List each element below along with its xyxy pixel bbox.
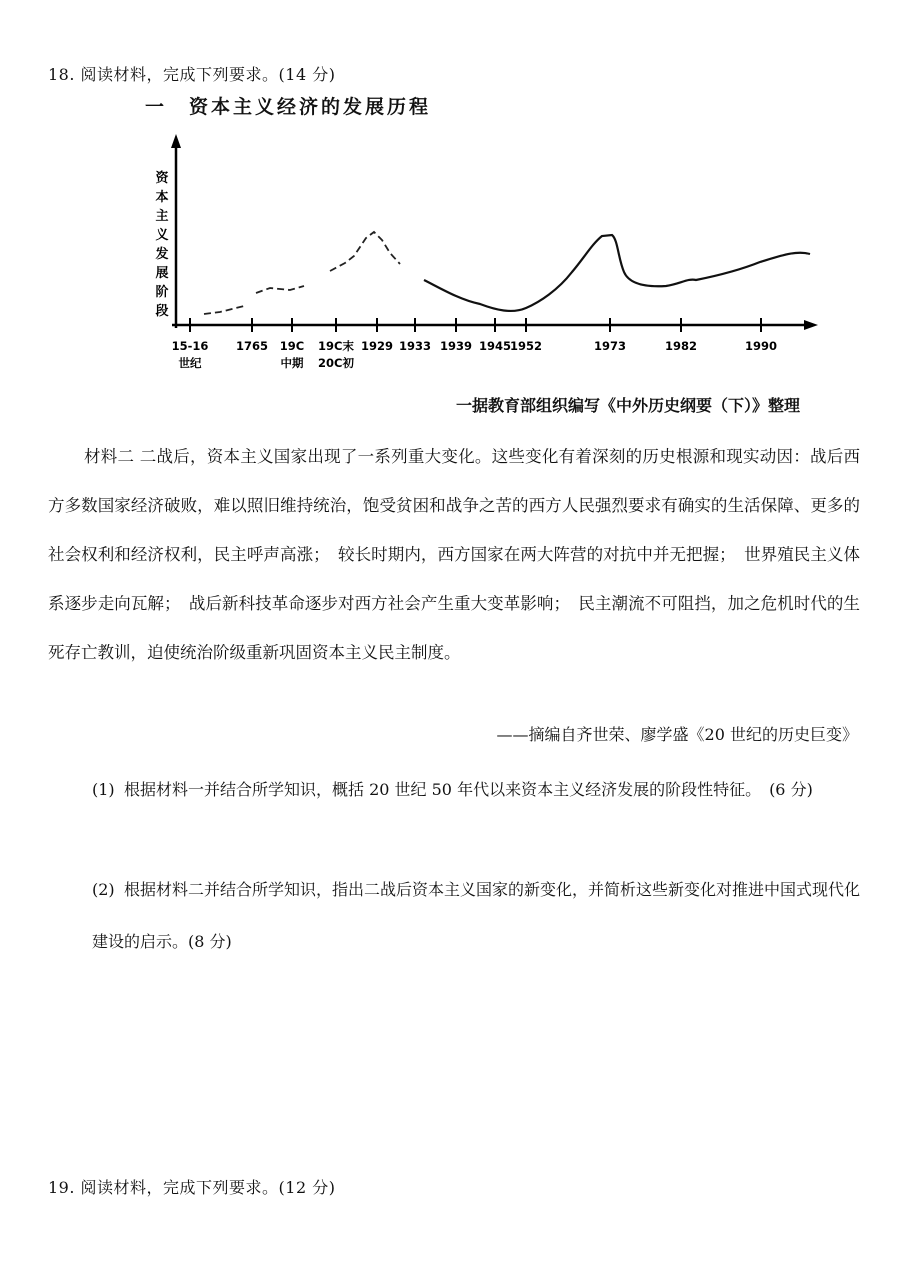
x-tick-label-line2: 世纪 <box>178 356 202 370</box>
curve-modern-solid <box>424 235 810 311</box>
sub-question-1-text: 根据材料一并结合所学知识，概括 20 世纪 50 年代以来资本主义经济发展的阶段性特征。 (6 分) <box>124 780 813 799</box>
y-label-char: 展 <box>155 266 169 281</box>
x-tick-label: 1939 <box>439 339 473 353</box>
material2-source: ——摘编自齐世荣、廖学盛《20 世纪的历史巨变》 <box>496 725 858 744</box>
sub-question-2-num: (2) <box>92 880 115 899</box>
y-label-char: 发 <box>155 247 169 262</box>
y-label-char: 阶 <box>155 285 169 300</box>
x-tick-label: 1973 <box>593 339 627 353</box>
x-axis-arrow <box>804 320 818 330</box>
x-tick-label: 19C末 <box>318 339 354 353</box>
curve-early-dotted <box>204 232 400 314</box>
x-tick-label: 1990 <box>744 339 778 353</box>
sub-question-2 <box>92 864 872 968</box>
question-18-title: 18. 阅读材料，完成下列要求。(14 分) <box>48 65 336 84</box>
y-label-char: 本 <box>155 190 169 205</box>
sub-question-1-num: (1) <box>92 780 115 799</box>
sub-question-1 <box>92 764 872 816</box>
question-19-title: 19. 阅读材料，完成下列要求。(12 分) <box>48 1178 336 1197</box>
x-tick-label: 15-16 <box>171 339 209 353</box>
y-label-char: 段 <box>155 304 169 319</box>
x-tick-label: 1982 <box>664 339 698 353</box>
y-axis-label <box>154 170 169 319</box>
material1-source: 一据教育部组织编写《中外历史纲要（下）》整理 <box>455 396 800 415</box>
development-chart <box>140 120 830 380</box>
y-axis-arrow <box>171 134 181 148</box>
y-label-char: 主 <box>155 209 169 224</box>
x-tick-label: 1952 <box>509 339 543 353</box>
development-curve <box>204 232 810 314</box>
chart-title: 一 资本主义经济的发展历程 <box>145 96 432 118</box>
y-label-char: 资 <box>155 171 169 186</box>
x-tick-label: 1933 <box>398 339 432 353</box>
x-tick-label-line2: 中期 <box>280 356 304 370</box>
x-tick-label: 1765 <box>235 339 269 353</box>
sub-question-2-text: 根据材料二并结合所学知识，指出二战后资本主义国家的新变化，并简析这些新变化对推进中国式现代化建设的启示。(8 分) <box>92 880 861 951</box>
y-label-char: 义 <box>155 228 169 243</box>
material2-text: 材料二 二战后，资本主义国家出现了一系列重大变化。这些变化有着深刻的历史根源和现实动因：战后西方多数国家经济破败，难以照旧维持统治，饱受贫困和战争之苦的西方人民强烈要求有确实的生活保障、更多的社会权利和经济权利，民主呼声高涨； 较长时期内，西方国家在两大阵营的对抗中并无把握； 世界殖民主义体系逐步走向瓦解； 战后新科技革命逐步对西方社会产生重大变革影响； 民主潮流不可阻挡，加之危机时代的生死存亡教训，迫使统治阶级重新巩固资本主义民主制度。 <box>48 447 860 662</box>
x-tick-label: 1929 <box>360 339 394 353</box>
x-tick-label: 1945 <box>478 339 512 353</box>
x-tick-label: 19C <box>279 339 305 353</box>
x-tick-label-line2: 20C初 <box>318 356 354 370</box>
